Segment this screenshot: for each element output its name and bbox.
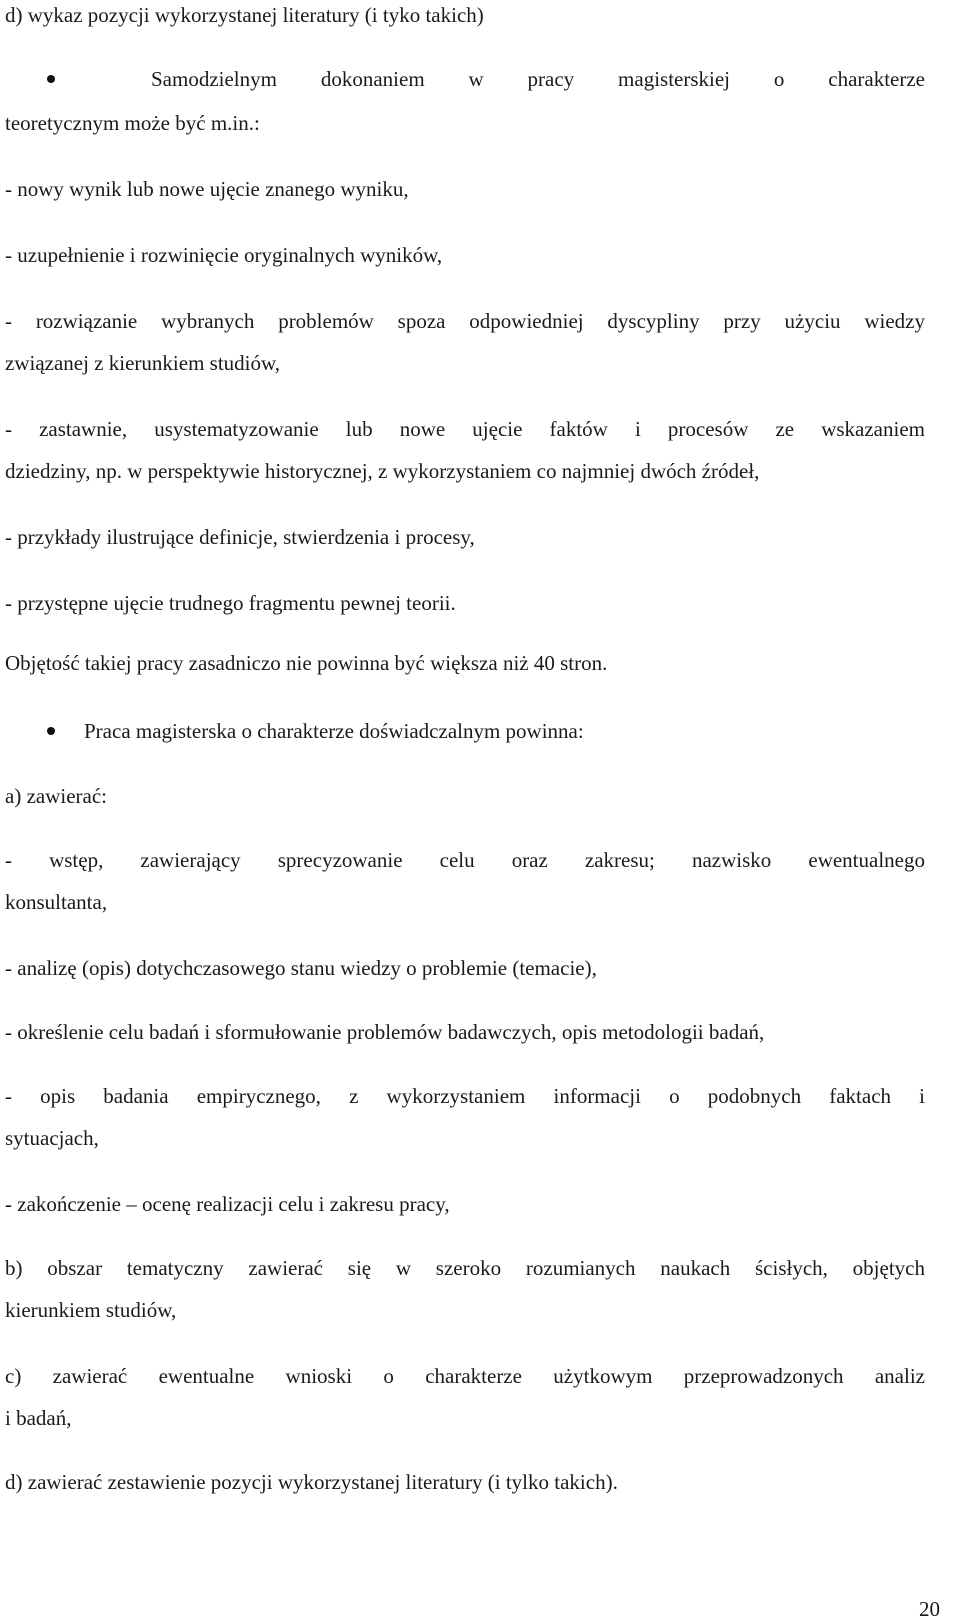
list-item-empirical-study-cont: sytuacjach, <box>5 1126 99 1150</box>
list-item-accessible-approach: - przystępne ujęcie trudnego fragmentu pewnej teorii. <box>5 591 456 615</box>
list-item-d-bibliography: d) zawierać zestawienie pozycji wykorzystanej literatury (i tylko takich). <box>5 1470 618 1494</box>
list-item-c-conclusions: c) zawierać ewentualne wnioski o charakterze użytkowym przeprowadzonych analiz <box>5 1364 925 1388</box>
list-item-introduction-cont: konsultanta, <box>5 890 108 914</box>
bullet-icon <box>47 727 55 735</box>
list-item-a-contain: a) zawierać: <box>5 784 107 808</box>
list-item-conclusion: - zakończenie – ocenę realizacji celu i zakresu pracy, <box>5 1192 450 1216</box>
list-item-new-result: - nowy wynik lub nowe ujęcie znanego wyniku, <box>5 177 409 201</box>
paragraph-theoretical-intro: Samodzielnym dokonaniem w pracy magisterskiej o charakterze <box>151 67 925 91</box>
paragraph-experimental-intro: Praca magisterska o charakterze doświadczalnym powinna: <box>84 719 584 743</box>
paragraph-theoretical-intro-cont: teoretycznym może być m.in.: <box>5 111 260 135</box>
list-item-research-goal: - określenie celu badań i sformułowanie problemów badawczych, opis metodologii badań, <box>5 1020 765 1044</box>
bullet-icon <box>47 75 55 83</box>
list-item-systematization: - zastawnie, usystematyzowanie lub nowe ujęcie faktów i procesów ze wskazaniem <box>5 417 925 441</box>
list-item-empirical-study: - opis badania empirycznego, z wykorzystaniem informacji o podobnych faktach i <box>5 1084 925 1108</box>
page-number: 20 <box>919 1597 940 1621</box>
list-item-supplement: - uzupełnienie i rozwinięcie oryginalnych wyników, <box>5 243 443 267</box>
paragraph-volume: Objętość takiej pracy zasadniczo nie powinna być większa niż 40 stron. <box>5 651 608 675</box>
list-item-examples: - przykłady ilustrujące definicje, stwierdzenia i procesy, <box>5 525 475 549</box>
list-item-literature: d) wykaz pozycji wykorzystanej literatury (i tyko takich) <box>5 3 484 27</box>
list-item-analysis: - analizę (opis) dotychczasowego stanu wiedzy o problemie (temacie), <box>5 956 597 980</box>
list-item-problem-solving-cont: związanej z kierunkiem studiów, <box>5 351 281 375</box>
list-item-b-scope: b) obszar tematyczny zawierać się w szeroko rozumianych naukach ścisłych, objętych <box>5 1256 925 1280</box>
list-item-c-conclusions-cont: i badań, <box>5 1406 72 1430</box>
list-item-systematization-cont: dziedziny, np. w perspektywie historycznej, z wykorzystaniem co najmniej dwóch źródeł, <box>5 459 760 483</box>
list-item-introduction: - wstęp, zawierający sprecyzowanie celu oraz zakresu; nazwisko ewentualnego <box>5 848 925 872</box>
list-item-problem-solving: - rozwiązanie wybranych problemów spoza odpowiedniej dyscypliny przy użyciu wiedzy <box>5 309 925 333</box>
list-item-b-scope-cont: kierunkiem studiów, <box>5 1298 177 1322</box>
